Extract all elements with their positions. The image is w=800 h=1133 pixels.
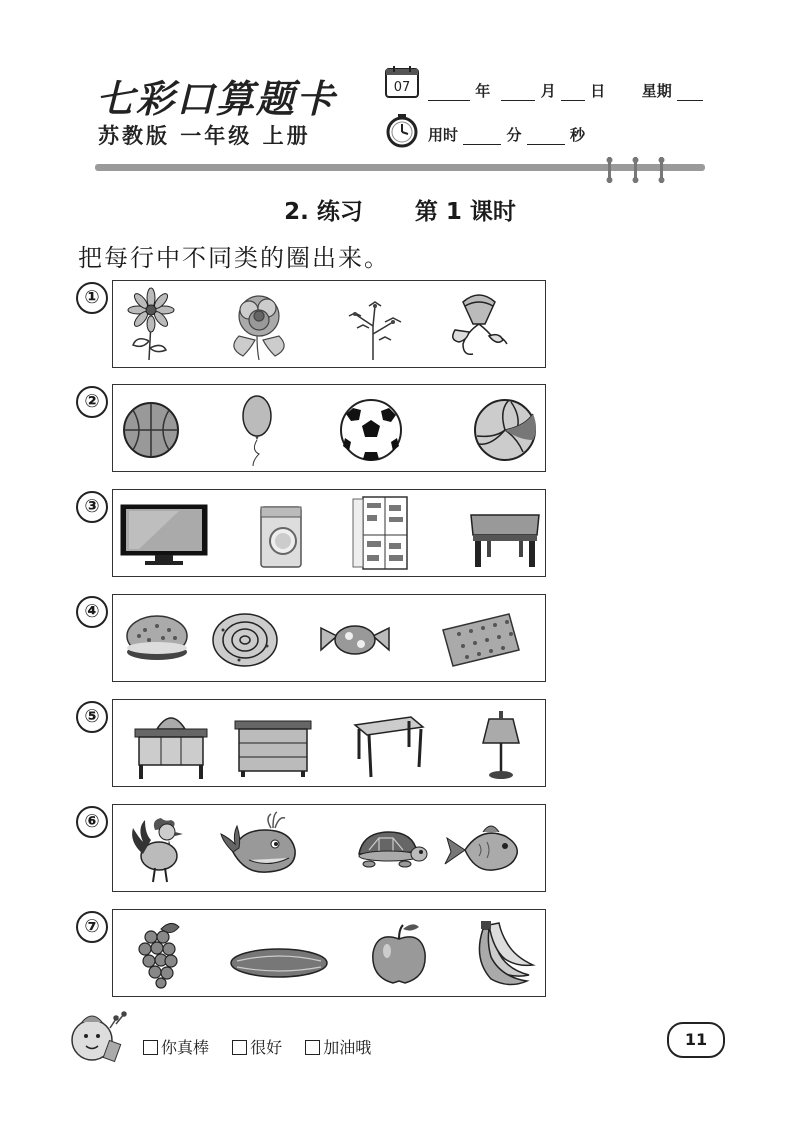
- section-label: 2. 练习: [284, 199, 363, 225]
- year-label: 年: [475, 82, 491, 100]
- row-box-2: [112, 384, 546, 472]
- bananas-icon[interactable]: [463, 915, 539, 991]
- cucumber-icon[interactable]: [227, 915, 331, 991]
- fish-icon[interactable]: [443, 810, 523, 886]
- row-number: ①: [76, 282, 108, 314]
- day-label: 日: [590, 82, 606, 100]
- time-used-label: 用时: [428, 126, 459, 144]
- edition-label: 苏教版 一年级 上册: [98, 124, 311, 148]
- minutes-label: 分: [506, 126, 522, 144]
- calendar-icon: [385, 66, 419, 98]
- seconds-label: 秒: [569, 126, 585, 144]
- balloon-icon[interactable]: [219, 390, 295, 466]
- rating-label: 你真棒: [161, 1038, 210, 1057]
- clock-icon: [385, 112, 419, 148]
- rating-option-good[interactable]: [232, 1038, 282, 1057]
- weekday-label: 星期: [641, 82, 672, 100]
- desk-icon[interactable]: [351, 705, 427, 781]
- row-number: ④: [76, 596, 108, 628]
- divider-pins-icon: [602, 157, 672, 183]
- date-row: [428, 80, 703, 101]
- row-box-5: [112, 699, 546, 787]
- row-number: ⑤: [76, 701, 108, 733]
- calendar-day: 07: [393, 80, 411, 95]
- mascot-icon: [66, 1006, 128, 1068]
- candy-icon[interactable]: [317, 600, 393, 676]
- washing-machine-icon[interactable]: [243, 495, 319, 571]
- weekday-blank[interactable]: [677, 86, 703, 101]
- rating-label: 加油哦: [323, 1038, 372, 1057]
- row-box-6: [112, 804, 546, 892]
- refrigerator-icon[interactable]: [349, 495, 425, 571]
- rating-label: 很好: [250, 1038, 283, 1057]
- row-box-3: [112, 489, 546, 577]
- turtle-icon[interactable]: [349, 810, 429, 886]
- day-blank[interactable]: [561, 86, 585, 101]
- table-lamp-icon[interactable]: [463, 705, 539, 781]
- basketball-icon[interactable]: [113, 390, 189, 466]
- rooster-icon[interactable]: [125, 810, 201, 886]
- peony-icon[interactable]: [221, 286, 297, 362]
- seconds-blank[interactable]: [527, 130, 565, 145]
- row-number: ③: [76, 491, 108, 523]
- month-label: 月: [540, 82, 556, 100]
- row-box-7: [112, 909, 546, 997]
- rating-option-keep-going[interactable]: [305, 1038, 371, 1057]
- row-number: ⑦: [76, 911, 108, 943]
- biscuit-icon[interactable]: [119, 600, 195, 676]
- volleyball-icon[interactable]: [467, 390, 543, 466]
- morning-glory-icon[interactable]: [441, 286, 517, 362]
- checkbox-icon[interactable]: [232, 1040, 247, 1055]
- whale-icon[interactable]: [219, 810, 303, 886]
- instruction-text: 把每行中不同类的圈出来。: [78, 244, 390, 272]
- page-number: 11: [667, 1022, 725, 1058]
- minutes-blank[interactable]: [463, 130, 501, 145]
- dresser-icon[interactable]: [131, 705, 211, 781]
- checkbox-icon[interactable]: [143, 1040, 158, 1055]
- cabinet-icon[interactable]: [231, 705, 315, 781]
- period-label: 第 1 课时: [414, 199, 516, 225]
- television-icon[interactable]: [119, 495, 211, 571]
- row-number: ②: [76, 386, 108, 418]
- rating-option-great[interactable]: [143, 1038, 209, 1057]
- grapes-icon[interactable]: [121, 915, 197, 991]
- self-rating: [143, 1035, 389, 1058]
- year-blank[interactable]: [428, 86, 470, 101]
- apple-icon[interactable]: [361, 915, 437, 991]
- chrysanthemum-icon[interactable]: [113, 286, 189, 362]
- row-box-4: [112, 594, 546, 682]
- time-row: [428, 124, 585, 145]
- checkbox-icon[interactable]: [305, 1040, 320, 1055]
- soccer-ball-icon[interactable]: [331, 390, 407, 466]
- table-icon[interactable]: [465, 495, 545, 571]
- swiss-roll-cake-icon[interactable]: [209, 600, 285, 676]
- tree-branch-icon[interactable]: [335, 286, 411, 362]
- row-number: ⑥: [76, 806, 108, 838]
- lesson-title: [0, 193, 800, 226]
- month-blank[interactable]: [501, 86, 535, 101]
- brand-title: 七彩口算题卡: [96, 77, 337, 121]
- row-box-1: [112, 280, 546, 368]
- waffle-cookie-icon[interactable]: [439, 600, 523, 676]
